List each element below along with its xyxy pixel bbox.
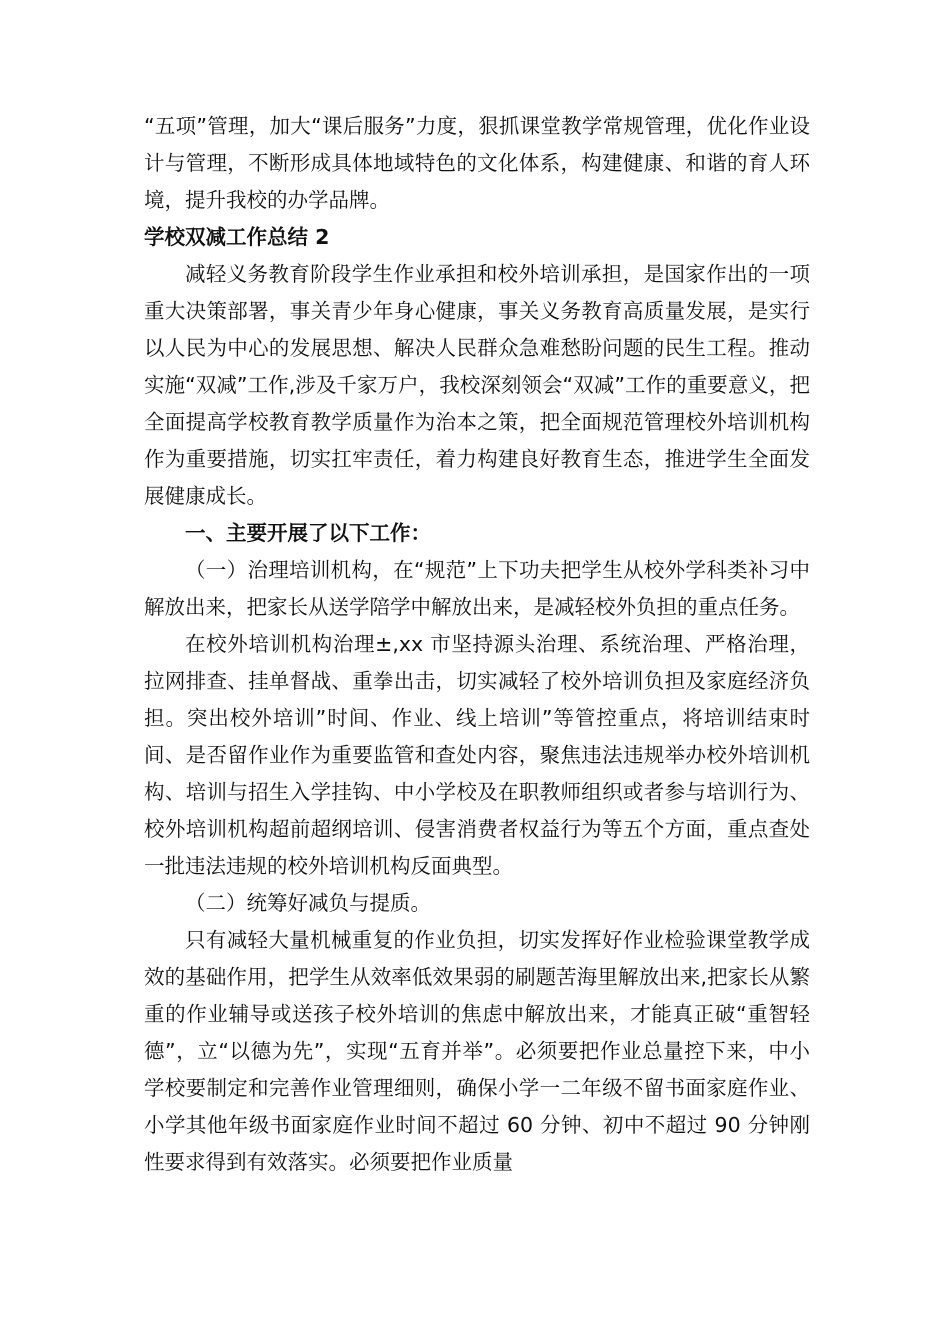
paragraph-item-2: （二）统筹好减负与提质。	[185, 891, 431, 915]
paragraph-intro-continuation: “五项”管理，加大“课后服务”力度，狠抓课堂教学常规管理，优化作业设计与管理，不断形成具体地域特色的文化体系，构建健康、和谐的育人环境，提升我校的办学品牌。	[144, 114, 810, 212]
paragraph-overview: 减轻义务教育阶段学生作业承担和校外培训承担，是国家作出的一项重大决策部署，事关青少年身心健康，事关义务教育高质量发展，是实行以人民为中心的发展思想、解决人民群众急难愁盼问题的民生工程。推动实施“双减”工作,涉及千家万户，我校深刻领会“双减”工作的重要意义，把全面提高学校教育教学质量作为治本之策，把全面规范管理校外培训机构作为重要措施，切实扛牢责任，着力构建良好教育生态，推进学生全面发展健康成长。	[144, 262, 810, 508]
paragraph-item-1: （一）治理培训机构，在“规范”上下功夫把学生从校外学科类补习中解放出来，把家长从送学陪学中解放出来，是减轻校外负担的重点任务。	[144, 558, 810, 619]
paragraph-item-1-detail: 在校外培训机构治理±,xx 市坚持源头治理、系统治理、严格治理，拉网排查、挂单督战、重拳出击，切实减轻了校外培训负担及家庭经济负担。突出校外培训”时间、作业、线上培训”等管控重点，将培训结束时间、是否留作业作为重要监管和查处内容，聚焦违法违规举办校外培训机构、培训与招生入学挂钩、中小学校及在职教师组织或者参与培训行为、校外培训机构超前超纲培训、侵害消费者权益行为等五个方面，重点查处一批违法违规的校外培训机构反面典型。	[144, 632, 810, 878]
subheading-main-work: 一、主要开展了以下工作：	[185, 521, 431, 545]
document-body	[144, 108, 810, 1181]
section-heading: 学校双减工作总结 2	[144, 225, 330, 249]
paragraph-item-2-detail: 只有减轻大量机械重复的作业负担，切实发挥好作业检验课堂教学成效的基础作用，把学生从效率低效果弱的刷题苦海里解放出来,把家长从繁重的作业辅导或送孩子校外培训的焦虑中解放出来，才能真正破“重智轻德”，立“以德为先”，实现“五育并举”。必须要把作业总量控下来，中小学校要制定和完善作业管理细则，确保小学一二年级不留书面家庭作业、小学其他年级书面家庭作业时间不超过 60 分钟、初中不超过 90 分钟刚性要求得到有效落实。必须要把作业质量	[144, 928, 810, 1174]
